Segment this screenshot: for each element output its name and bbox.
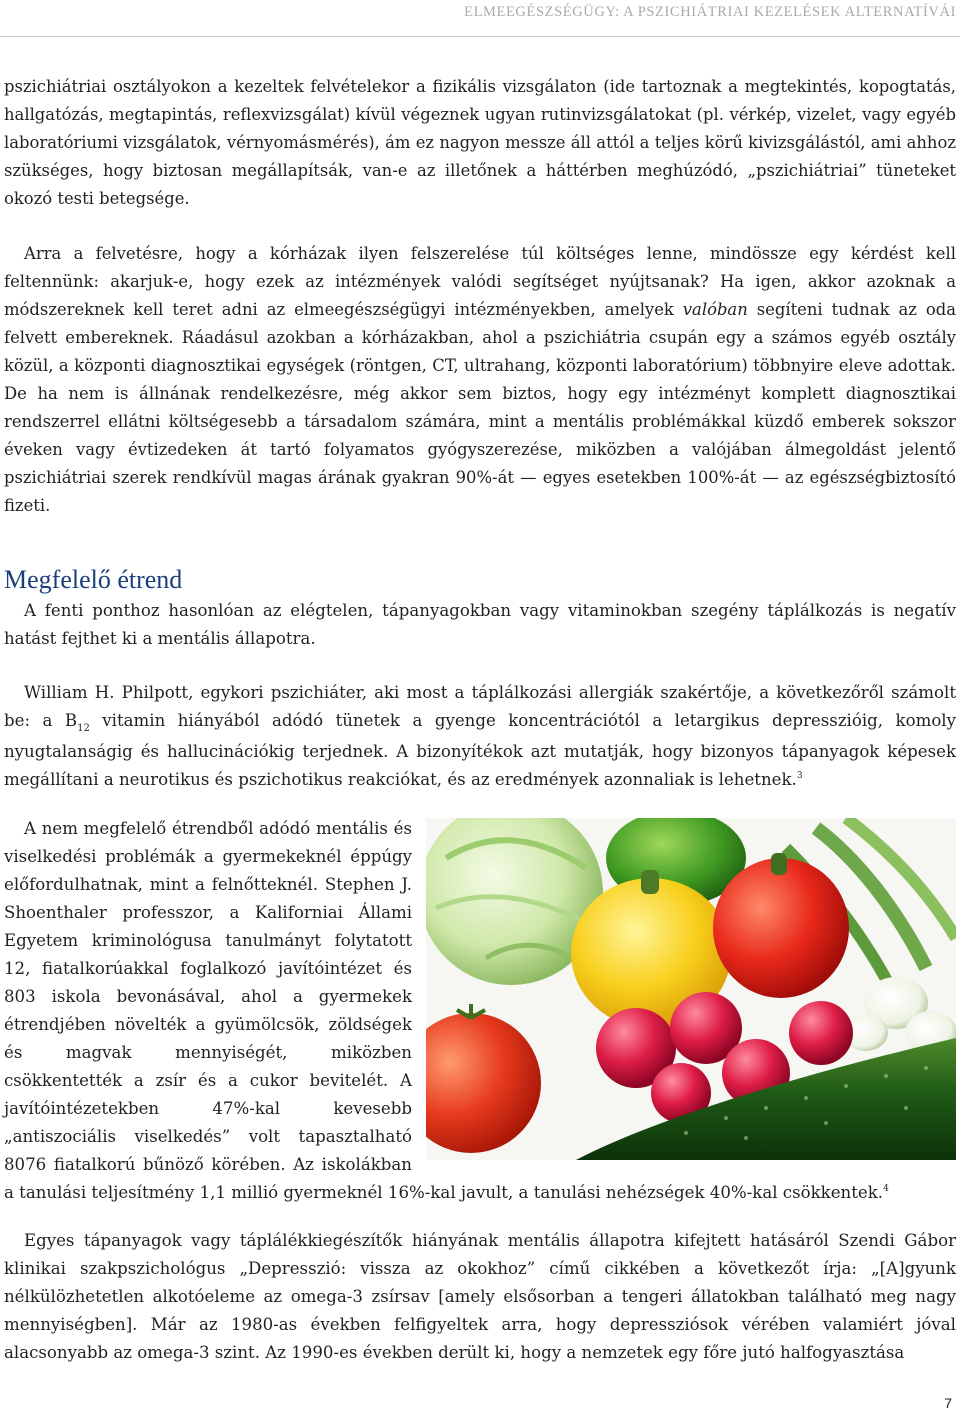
paragraph-costs — [4, 240, 956, 520]
footnote-marker-3: 3 — [796, 771, 803, 781]
paragraph-omega3-text: Egyes tápanyagok vagy táplálékkiegészítők hiányának mentális állapotra kifejtett hatásáról Szendi Gábor klinikai szakpszichológus „Depresszió: vissza az okokhoz” című cikkében a következőt írja: „[A]gyunk nélkülözhetetlen alkotóeleme az omega-3 zsírsav [amely elsősorban a tengeri állatokban található meg nagy mennyiségben]. Már az 1980-as években felfigyeltek arra, hogy depressziósok vérében valamiért jóval alacsonyabb az omega-3 szint. Az 1990-es években derült ki, hogy a nemzetek egy főre jutó halfogyasztása — [4, 1231, 956, 1362]
paragraph-costs-part2: segíteni tudnak az oda felvett embereknek. Ráadásul azokban a kórházakban, ahol a pszichiátria csupán egy a számos egyéb osztály közül, a központi diagnosztikai egységek (röntgen, CT, ultrahang, központi laboratórium) többnyire eleve adottak. De ha nem is állnának rendelkezésre, még akkor sem biztos, hogy egy intézményt komplett diagnosztikai rendszerrel ellátni költségesebb a társadalom számára, mint a mentális problémákkal küzdő emberek sokszor éveken vagy évtizedeken át tartó folyamatos gyógyszerezése, miközben a valójában álmegoldást jelentő pszichiátriai szerek rendkívül magas árának gyakran 90%-át — egyes esetekben 100%-át — az egészségbiztosító fizeti. — [4, 300, 956, 515]
wrapped-paragraph-block — [4, 815, 956, 1215]
paragraph-costs-part1: Arra a felvetésre, hogy a kórházak ilyen felszerelése túl költséges lenne, mindössze egy kérdést kell feltennünk: akarjuk-e, hogy ezek az intézmények valódi segítséget nyújtsanak? Ha igen, akkor azoknak a módszereknek kell teret adni az elmeegészségügyi intézményekben, amelyek — [4, 244, 956, 319]
paragraph-nutrition-intro-text: A fenti ponthoz hasonlóan az elégtelen, tápanyagokban vagy vitaminokban szegény táplálkozás is negatív hatást fejthet ki a mentális állapotra. — [4, 601, 956, 648]
emphasis-word: valóban — [682, 300, 748, 319]
paragraph-philpott-part2: vitamin hiányából adódó tünetek a gyenge koncentrációtól a letargikus depresszióig, komoly nyugtalanságig és hallucinációkig terjednek. A bizonyítékok azt mutatják, hogy bizonyos tápanyagok képesek megállítani a neurotikus és pszichotikus reakciókat, és az eredmények azonnaliak is lehetnek. — [4, 711, 956, 789]
page-number: 7 — [944, 1395, 952, 1411]
footnote-marker-4: 4 — [883, 1184, 889, 1194]
paragraph-philpott-part1: William H. Philpott, egykori pszichiáter, aki most a táplálkozási allergiák szakértője, a következőről számolt be: a B — [4, 683, 956, 730]
b12-subscript: 12 — [77, 723, 90, 734]
running-header: ELMEEGÉSZSÉGÜGY: A PSZICHIÁTRIAI KEZELÉSEK ALTERNATÍVÁI — [464, 4, 956, 20]
header-rule — [0, 36, 960, 37]
section-title: Megfelelő étrend — [4, 565, 183, 594]
paragraph-nutrition-intro — [4, 597, 956, 653]
paragraph-schoenthaler-text: A nem megfelelő étrendből adódó mentális és viselkedési problémák a gyermekeknél éppúgy előfordulhatnak, mint a felnőtteknél. Stephen J. Shoenthaler professzor, a Kaliforniai Állami Egyetem kriminológusa tanulmányt folytatott 12, fiatalkorúakkal foglalkozó javítóintézet és 803 iskola bevonásával, ahol a gyermekek étrendjében növelték a gyümölcsök, zöldségek és magvak mennyiségét, miközben csökkentették a zsír és a cukor bevitelét. A javítóintézetekben 47%-kal kevesebb „antiszociális viselkedés” volt tapasztalható 8076 fiatalkorú bűnöző körében. Az iskolákban a tanulási teljesítmény 1,1 millió gyermeknél 16%-kal javult, a tanulási nehézségek 40%-kal csökkentek. — [4, 819, 884, 1202]
paragraph-philpott — [4, 679, 956, 797]
paragraph-omega3 — [4, 1227, 956, 1367]
paragraph-diagnostics: pszichiátriai osztályokon a kezeltek felvételekor a fizikális vizsgálaton (ide tartoznak a megtekintés, kopogtatás, hallgatózás, megtapintás, reflexvizsgálat) kívül végeznek ugyan rutinvizsgálatokat (pl. vérkép, vizelet, vagy egyéb laboratóriumi vizsgálatok, vérnyomásmérés), ám ez nagyon messze áll attól a teljes körű kivizsgálástól, ami ahhoz szükséges, hogy biztosan megállapítsák, van-e az illetőnek a háttérben meghúzódó, „pszichiátriai” tüneteket okozó testi betegsége. — [4, 77, 956, 208]
vegetables-photo — [426, 818, 956, 1160]
